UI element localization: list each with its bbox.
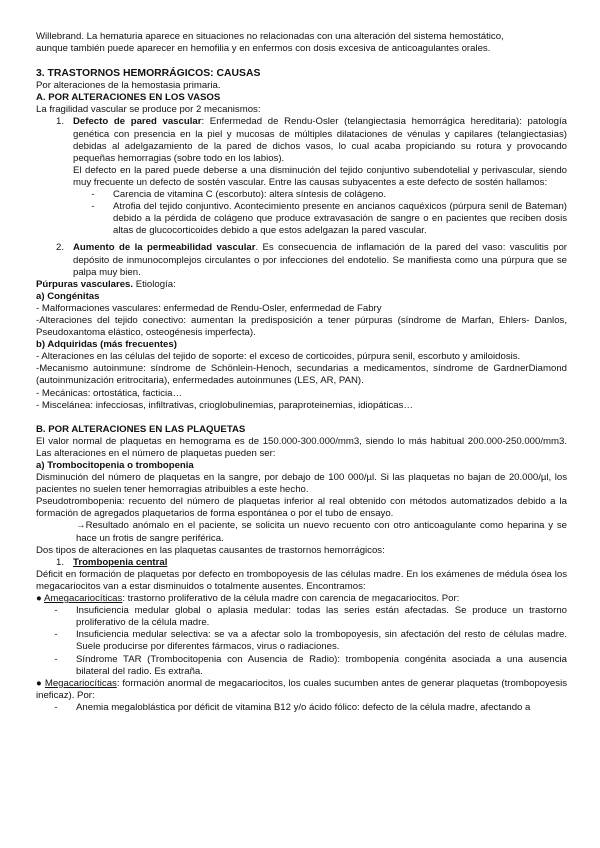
mega-item-text: Anemia megaloblástica por déficit de vitamina B12 y/o ácido fólico: defecto de la célula madre, afectando a [76, 701, 531, 713]
mega-label: Megacariocíticas [44, 677, 117, 689]
item-text: : Enfermedad de Rendu-Osler (telangiectasia hemorrágica hereditaria): patología genética con presencia en la piel y mucosas de múltiples dilataciones de vénulas y capilares (telangiectasias) debidas al adelgazamiento de la pared de dichos vasos, lo cual acaba propiciando su rotura y provocando pequeñas hemorragias (sobre todo en los labios). [73, 116, 568, 164]
item-label: Aumento de la permeabilidad vascular [73, 242, 256, 254]
purpuras-heading [36, 279, 567, 291]
bullet-icon: ● [36, 593, 42, 605]
vessels-intro: La fragilidad vascular se produce por 2 mecanismos: [36, 104, 261, 116]
adquiridas-line: - Miscelánea: infecciosas, infiltrativas, crioglobulinemias, paraproteinemias, idiopáticas… [36, 399, 413, 411]
trombocitopenia-text: Disminución del número de plaquetas en la sangre, por debajo de 100 000/µl. Si las plaquetas no bajan de 20.000/µl, los pacientes no suelen tener hemorragias atribuibles a este hecho. [36, 472, 567, 496]
pseudotrombopenia-text: Pseudotrombopenia: recuento del número de plaquetas inferior al real obtenido con métodos automatizados debido a la formación de agregados plaquetarios de forma espontánea o por el tubo de ensayo. [36, 496, 567, 520]
amega-item-text: Insuficiencia medular selectiva: se va a afectar solo la trombopoyesis, sin afectación del resto de células madre. Suele producirse por diferentes fármacos, virus o radiaciones. [76, 629, 567, 653]
vessels-heading: A. POR ALTERACIONES EN LOS VASOS [36, 92, 221, 104]
purpuras-text: Etiología: [133, 278, 176, 290]
bullet-icon: ● [36, 677, 42, 689]
arrow-note: →Resultado anómalo en el paciente, se solicita un nuevo recuento con otro anticoagulante como heparina y se hace un frotis de sangre periférica. [76, 520, 567, 544]
item-text: . Es consecuencia de inflamación de la pared del vaso: vasculitis por depósito de inmunocomplejos circulantes o por infecciones del endotelio. Se manifiesta como una púrpura que se palpa muy bien. [73, 242, 567, 278]
sub-item: - Carencia de vitamina C (escorbuto): altera síntesis de colágeno. [36, 189, 567, 201]
amega-item: - Síndrome TAR (Trombocitopenia con Ausencia de Radio): trombopenia congénita asociada a una ausencia bilateral del radio. Es extraña. [54, 653, 567, 677]
adquiridas-line: -Mecanismo autoinmune: síndrome de Schönlein-Henoch, secundarias a medicamentos, síndrome de GardnerDiamond (autoinmunización eritrocitaria), enfermedades autoinmunes (LES, AR, PAN). [36, 363, 567, 387]
congenitas-heading: a) Congénitas [36, 290, 100, 302]
megacariociticas [36, 678, 567, 702]
platelets-intro: El valor normal de plaquetas en hemograma es de 150.000-300.000/mm3, siendo lo más habitual 200.000-250.000/mm3. Las alteraciones en el número de plaquetas pueden ser: [36, 435, 567, 459]
amega-text: : trastorno proliferativo de la célula madre con carencia de megacariocitos. Por: [122, 593, 460, 605]
purpuras-label: Púrpuras vasculares. [36, 278, 134, 290]
congenitas-line: - Malformaciones vasculares: enfermedad de Rendu-Osler, enfermedad de Fabry [36, 302, 382, 314]
sub-item: - Atrofia del tejido conjuntivo. Acontecimiento presente en ancianos caquéxicos (púrpura senil de Bateman) debido a la pérdida de colágeno que produce extravasación de sangre o en pacientes que reciben dosis altas de glucocorticoides debido a que estos adelgazan la pared vascular. [91, 201, 567, 237]
central-text: Déficit en formación de plaquetas por defecto en trombopoyesis de las células madre. En los exámenes de médula ósea los megacariocitos van a estar disminuidos o totalmente ausentes. Encontramos: [36, 568, 567, 592]
item-extra: El defecto en la pared puede deberse a una disminución del tejido conjuntivo subendotelial y perivascular, siendo muy frecuente un defecto de sostén vascular. Entre las causas subyacentes a este defecto de sostén hallamos: [73, 164, 567, 188]
adquiridas-heading: b) Adquiridas (más frecuentes) [36, 339, 177, 351]
item-label: Defecto de pared vascular [73, 116, 202, 128]
trombopenia-central-heading [36, 557, 567, 569]
sub-item-text: Atrofia del tejido conjuntivo. Acontecimiento presente en ancianos caquéxicos (púrpura senil de Bateman) debido a la pérdida de colágeno que produce extravasación de sangre o en pacientes que reciben dosis altas de glucocorticoides debido a que estos adelgazan la pared vascular. [113, 201, 567, 237]
mega-item: - Anemia megaloblástica por déficit de vitamina B12 y/o ácido fólico: defecto de la célula madre, afectando a [36, 702, 567, 714]
item-number: 2. [55, 242, 64, 254]
congenitas-line: -Alteraciones del tejido conectivo: aumentan la predisposición a tener púrpuras (síndrome de Marfan, Ehlers- Danlos, Pseudoxantoma elástico, osteogénesis imperfecta). [36, 314, 567, 339]
intro-line: aunque también puede aparecer en hemofilia y en enfermos con dosis excesiva de anticoagulantes orales. [36, 43, 491, 55]
platelets-heading: B. POR ALTERACIONES EN LAS PLAQUETAS [36, 423, 246, 435]
tipos-text: Dos tipos de alteraciones en las plaquetas causantes de trastornos hemorrágicos: [36, 544, 385, 556]
central-label: Trombopenia central [73, 556, 168, 568]
section-3-subtitle: Por alteraciones de la hemostasia primaria. [36, 80, 221, 92]
trombocitopenia-heading: a) Trombocitopenia o trombopenia [36, 460, 194, 471]
adquiridas-line: - Alteraciones en las células del tejido de soporte: el exceso de corticoides, púrpura senil, escorbuto y amiloidosis. [36, 351, 521, 363]
item-number: 1. [55, 556, 64, 568]
mega-text: : formación anormal de megacariocitos, los cuales sucumben antes de generar plaquetas (trombopoyesis ineficaz). Por: [36, 677, 567, 701]
sub-item-text: Carencia de vitamina C (escorbuto): altera síntesis de colágeno. [113, 189, 387, 201]
item-number: 1. [55, 116, 64, 128]
amega-item-text: Síndrome TAR (Trombocitopenia con Ausencia de Radio): trombopenia congénita asociada a una ausencia bilateral del radio. Es extraña. [76, 653, 567, 677]
amega-item: - Insuficiencia medular selectiva: se va a afectar solo la trombopoyesis, sin afectación del resto de células madre. Suele producirse por diferentes fármacos, virus o radiaciones. [54, 629, 567, 653]
adquiridas-line: - Mecánicas: ortostática, facticia… [36, 387, 183, 399]
item-aumento-permeabilidad [36, 242, 567, 278]
amega-label: Amegacariocíticas [43, 593, 123, 605]
document-page [36, 31, 567, 714]
amega-item: - Insuficiencia medular global o aplasia medular: todas las series están afectadas. Se produce un trastorno proliferativo de la célula madre. [54, 605, 567, 629]
intro-line: Willebrand. La hematuria aparece en situaciones no relacionadas con una alteración del sistema hemostático, [36, 31, 504, 42]
section-3-title: 3. TRASTORNOS HEMORRÁGICOS: CAUSAS [36, 68, 261, 80]
item-defecto-pared [36, 116, 567, 189]
amega-item-text: Insuficiencia medular global o aplasia medular: todas las series están afectadas. Se produce un trastorno proliferativo de la célula madre. [76, 605, 567, 629]
amegacariociticas [36, 593, 567, 605]
